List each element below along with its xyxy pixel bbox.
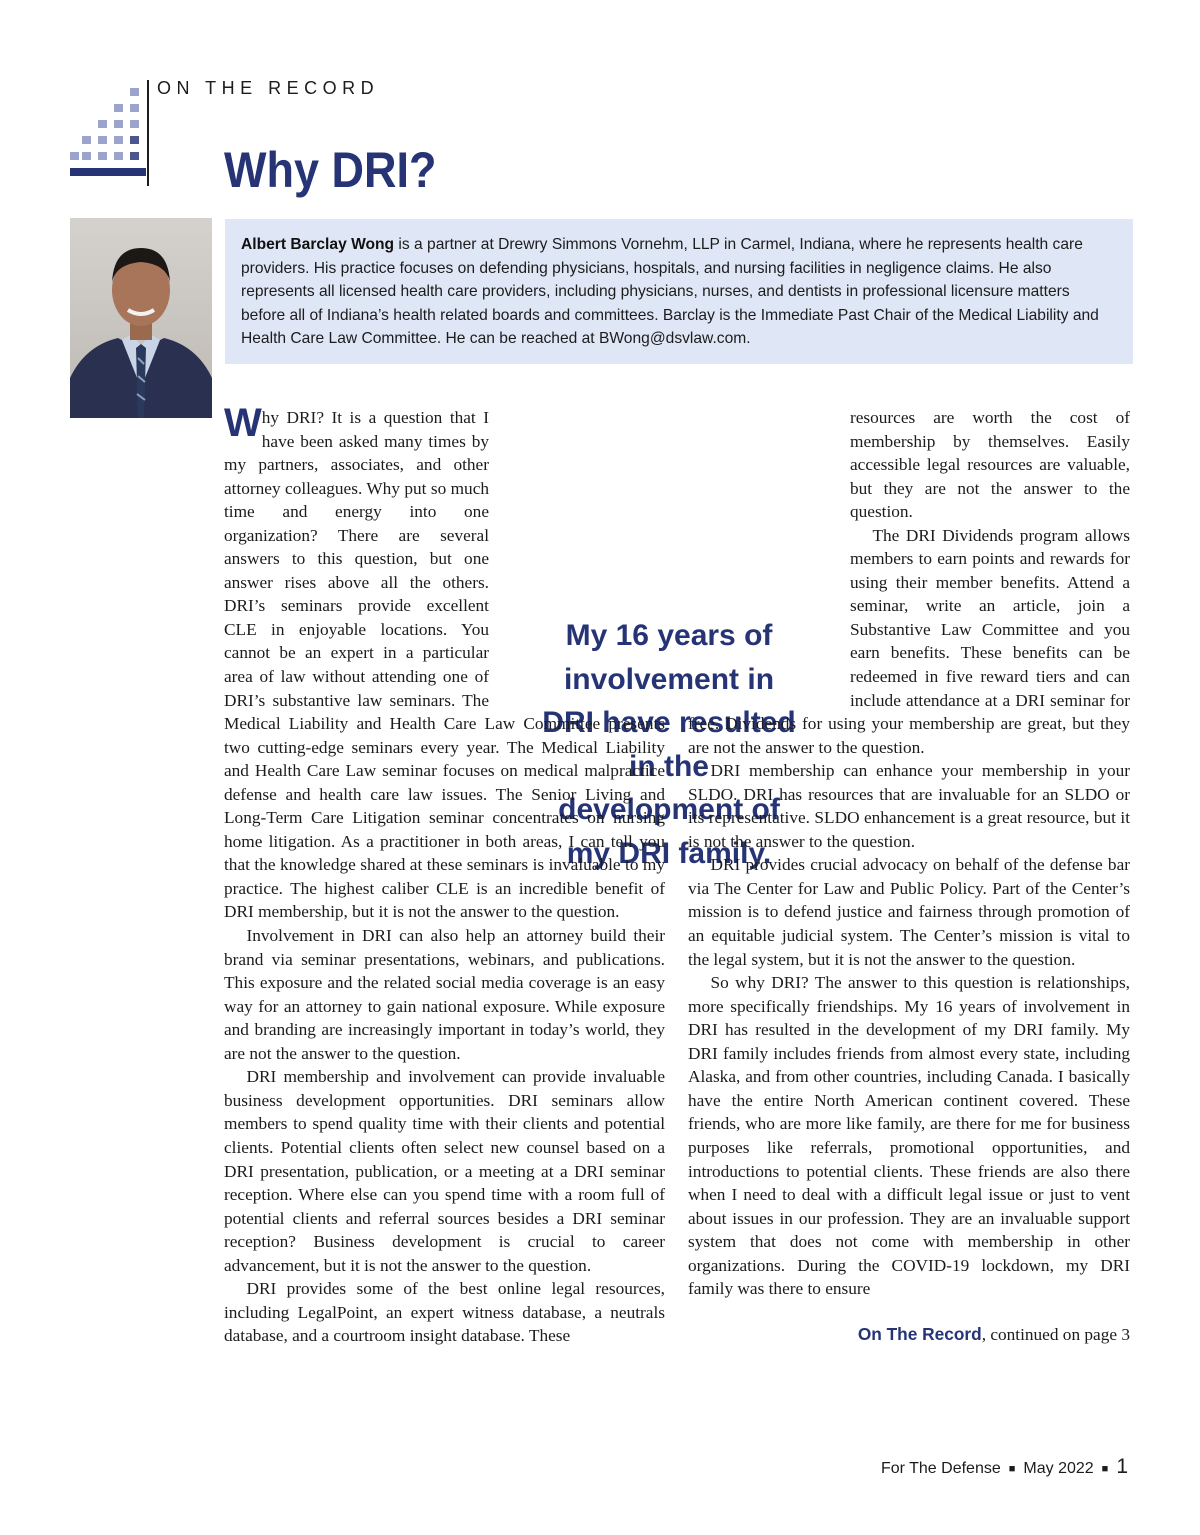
author-bio-text: is a partner at Drewry Simmons Vornehm, LLP in Carmel, Indiana, where he represents health care providers. His practice focuses on defending physicians, hospitals, and nursing facilities in negligence claims. He also represents all licensed health care providers, including physicians, nurses, and dentists in professional licensure matters before all of Indiana’s health related boards and committees. Barclay is the Immediate Past Chair of the Medical Liability and Health Care Law Committee. He can be reached at BWong@dsvlaw.com. bbox=[241, 236, 1099, 348]
article-paragraph: DRI membership and involvement can provide invaluable business development opportunities. DRI seminars allow members to spend quality time with their clients and potential clients. Potential clients often select new counsel based on a DRI presentation, publication, or a meeting at a DRI seminar reception. Where else can you spend time with a room full of potential clients and referral sources besides a DRI seminar reception? Business development is crucial to career advancement, but it is not the answer to the question. bbox=[224, 1067, 665, 1275]
pull-quote: My 16 years of involvement in DRI have resulted in the development of my DRI family. bbox=[542, 619, 796, 870]
article-paragraph: DRI membership can enhance your membership in your SLDO. DRI has resources that are invaluable for an SLDO or its representative. SLDO enhancement is a great resource, but it is not the answer to the question. bbox=[688, 761, 1130, 851]
author-bio bbox=[225, 219, 1133, 364]
author-name: Albert Barclay Wong bbox=[241, 236, 395, 253]
article-column-right bbox=[688, 406, 1130, 1422]
bullet-separator: ■ bbox=[1101, 1463, 1109, 1475]
continued-note bbox=[688, 1323, 1130, 1347]
article-column-left bbox=[224, 401, 665, 1422]
article-paragraph: Involvement in DRI can also help an attorney build their brand via seminar presentations, webinars, and publications. This exposure and the related social media coverage is an easy way for an attorney to gain national exposure. While exposure and branding are increasingly important in today’s world, they are not the answer to the question. bbox=[224, 926, 665, 1063]
article-paragraph: So why DRI? The answer to this question is relationships, more specifically friendships. My 16 years of involvement in DRI has resulted in the development of my DRI family. My DRI family includes friends from almost every state, including Alaska, and from other countries, including Canada. I basically have the entire North American continent covered. These friends, who are more like family, are there for me for business purposes like referrals, promotional opportunities, and introductions to potential clients. These friends are also there when I need to deal with a difficult legal issue or just to vent about issues in our profession. They are an invaluable support system that does not come with membership in other organizations. During the COVID-19 lockdown, my DRI family was there to ensure bbox=[688, 973, 1130, 1299]
continued-text: , continued on page 3 bbox=[981, 1324, 1130, 1344]
bullet-separator: ■ bbox=[1008, 1463, 1016, 1475]
publication-name: For The Defense bbox=[880, 1460, 1001, 1477]
section-label: ON THE RECORD bbox=[157, 78, 380, 98]
author-photo bbox=[70, 218, 212, 418]
drop-cap: W bbox=[224, 401, 262, 445]
page-title: Why DRI? bbox=[224, 142, 437, 198]
article-paragraph: Why DRI? It is a question that I have been asked many times by my partners, associates, and other attorney colleagues. Why put so much time and energy into one organization? There are several answers to this question, but one answer rises above all the others. DRI’s seminars provide excellent CLE in enjoyable locations. You cannot be an expert in a particular area of law without attending one of DRI’s substantive law seminars. The Medical Liability and Health Care Law Committee presents two cutting-edge seminars every year. The Medical Liability and Health Care Law seminar focuses on medical malpractice defense and health care law issues. The Senior Living and Long-Term Care Litigation seminar concentrates on nursing home litigation. As a practitioner in both areas, I can tell you that the knowledge shared at these seminars is invaluable to my practice. The highest caliber CLE is an incredible benefit of DRI membership, but it is not the answer to the question. bbox=[224, 401, 665, 922]
article-paragraph: DRI provides some of the best online legal resources, including LegalPoint, an expert witness database, a neutrals database, and a courtroom insight database. These bbox=[224, 1279, 665, 1346]
page-number: 1 bbox=[1116, 1455, 1128, 1478]
page-footer bbox=[881, 1455, 1128, 1479]
issue-date: May 2022 bbox=[1023, 1460, 1094, 1477]
article-paragraph: DRI provides crucial advocacy on behalf of the defense bar via The Center for Law and Public Policy. Part of the Center’s mission is to defend justice and fairness through promotion of an equitable judicial system. The Center’s mission is vital to the legal system, but it is not the answer to the question. bbox=[688, 855, 1130, 969]
continued-label: On The Record bbox=[857, 1323, 982, 1344]
article-paragraph: resources are worth the cost of membership by themselves. Easily accessible legal resources are valuable, but they are not the answer to the question. bbox=[850, 408, 1130, 522]
article-paragraph: The DRI Dividends program allows members to earn points and rewards for using their member benefits. Attend a seminar, write an article, join a Substantive Law Committee and you earn benefits. These benefits can be redeemed in five reward tiers and can include attendance at a DRI seminar for free. Dividends for using your membership are great, but they are not the answer to the question. bbox=[688, 525, 1130, 757]
